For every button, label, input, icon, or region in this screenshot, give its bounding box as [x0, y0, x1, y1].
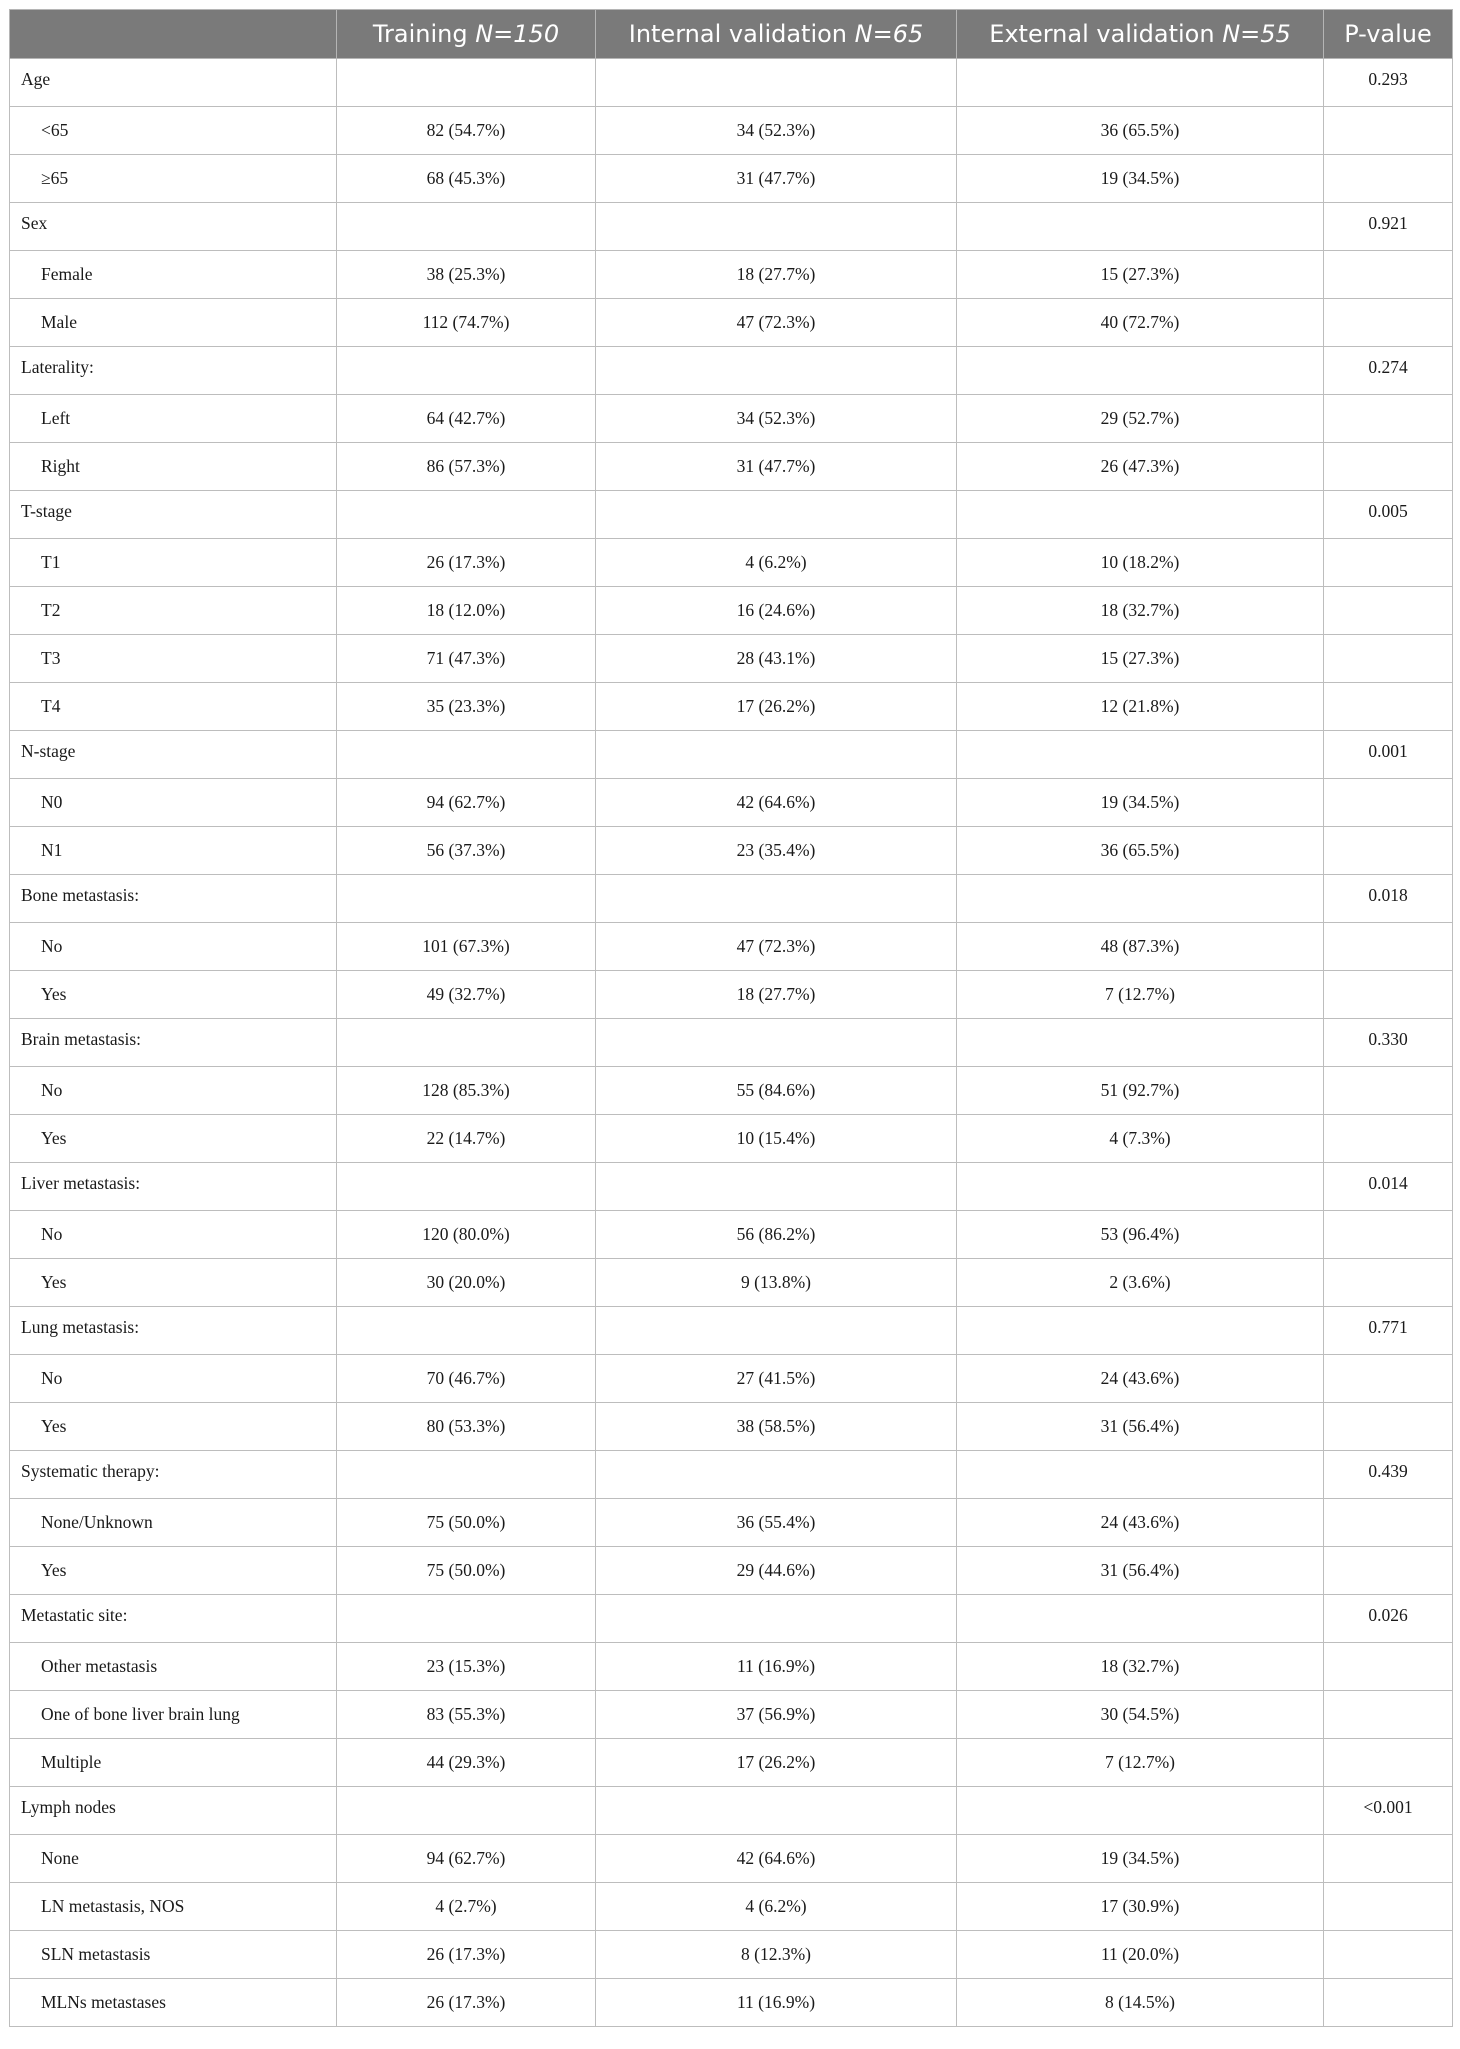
- cell-training: 75 (50.0%): [337, 1499, 596, 1547]
- header-training-label: Training: [372, 20, 476, 48]
- group-internal-empty: [596, 731, 957, 779]
- cell-training: 70 (46.7%): [337, 1355, 596, 1403]
- cell-internal-validation: 56 (86.2%): [596, 1211, 957, 1259]
- cell-p-value-empty: [1324, 923, 1453, 971]
- group-external-empty: [957, 1595, 1324, 1643]
- cell-external-validation: 11 (20.0%): [957, 1931, 1324, 1979]
- cell-p-value-empty: [1324, 1067, 1453, 1115]
- cell-external-validation: 12 (21.8%): [957, 683, 1324, 731]
- cell-external-validation: 7 (12.7%): [957, 1739, 1324, 1787]
- cell-p-value-empty: [1324, 1883, 1453, 1931]
- cell-internal-validation: 27 (41.5%): [596, 1355, 957, 1403]
- cell-p-value-empty: [1324, 395, 1453, 443]
- cell-internal-validation: 9 (13.8%): [596, 1259, 957, 1307]
- group-external-empty: [957, 491, 1324, 539]
- cell-internal-validation: 42 (64.6%): [596, 1835, 957, 1883]
- group-label: Laterality:: [10, 347, 337, 395]
- table-row: [10, 1499, 1453, 1547]
- group-p-value: 0.005: [1324, 491, 1453, 539]
- group-training-empty: [337, 1163, 596, 1211]
- group-p-value: 0.014: [1324, 1163, 1453, 1211]
- cell-external-validation: 19 (34.5%): [957, 779, 1324, 827]
- table-row: [10, 635, 1453, 683]
- group-p-value: 0.026: [1324, 1595, 1453, 1643]
- cell-training: 23 (15.3%): [337, 1643, 596, 1691]
- table-row: [10, 1643, 1453, 1691]
- group-internal-empty: [596, 1787, 957, 1835]
- group-external-empty: [957, 203, 1324, 251]
- cell-training: 64 (42.7%): [337, 395, 596, 443]
- cell-internal-validation: 17 (26.2%): [596, 1739, 957, 1787]
- cell-p-value-empty: [1324, 1259, 1453, 1307]
- cell-p-value-empty: [1324, 539, 1453, 587]
- row-label: None/Unknown: [10, 1499, 337, 1547]
- group-external-empty: [957, 875, 1324, 923]
- cell-p-value-empty: [1324, 1643, 1453, 1691]
- header-training: [337, 10, 596, 59]
- cell-external-validation: 8 (14.5%): [957, 1979, 1324, 2027]
- table-row: [10, 1691, 1453, 1739]
- group-training-empty: [337, 1595, 596, 1643]
- row-label: Male: [10, 299, 337, 347]
- header-internal-n: N=65: [854, 20, 924, 48]
- cell-internal-validation: 18 (27.7%): [596, 251, 957, 299]
- cell-internal-validation: 10 (15.4%): [596, 1115, 957, 1163]
- table-row: [10, 1931, 1453, 1979]
- group-row: [10, 491, 1453, 539]
- row-label: Yes: [10, 1547, 337, 1595]
- cell-training: 83 (55.3%): [337, 1691, 596, 1739]
- group-training-empty: [337, 1019, 596, 1067]
- row-label: Yes: [10, 1403, 337, 1451]
- group-internal-empty: [596, 875, 957, 923]
- row-label: Yes: [10, 1259, 337, 1307]
- cell-training: 44 (29.3%): [337, 1739, 596, 1787]
- cell-internal-validation: 23 (35.4%): [596, 827, 957, 875]
- group-row: [10, 1595, 1453, 1643]
- cell-external-validation: 2 (3.6%): [957, 1259, 1324, 1307]
- group-p-value: 0.771: [1324, 1307, 1453, 1355]
- cell-internal-validation: 16 (24.6%): [596, 587, 957, 635]
- group-row: [10, 347, 1453, 395]
- cell-internal-validation: 47 (72.3%): [596, 299, 957, 347]
- header-training-n: N=150: [475, 20, 560, 48]
- group-label: T-stage: [10, 491, 337, 539]
- cell-external-validation: 31 (56.4%): [957, 1547, 1324, 1595]
- cell-internal-validation: 11 (16.9%): [596, 1979, 957, 2027]
- cell-internal-validation: 34 (52.3%): [596, 395, 957, 443]
- cell-training: 82 (54.7%): [337, 107, 596, 155]
- group-training-empty: [337, 1307, 596, 1355]
- cell-external-validation: 19 (34.5%): [957, 1835, 1324, 1883]
- table-row: [10, 1067, 1453, 1115]
- group-internal-empty: [596, 347, 957, 395]
- cell-internal-validation: 38 (58.5%): [596, 1403, 957, 1451]
- group-row: [10, 59, 1453, 107]
- table-row: [10, 1547, 1453, 1595]
- cell-p-value-empty: [1324, 1211, 1453, 1259]
- table-row: [10, 923, 1453, 971]
- row-label: ≥65: [10, 155, 337, 203]
- group-internal-empty: [596, 203, 957, 251]
- header-internal-validation: [596, 10, 957, 59]
- row-label: LN metastasis, NOS: [10, 1883, 337, 1931]
- group-external-empty: [957, 1451, 1324, 1499]
- group-training-empty: [337, 491, 596, 539]
- cell-external-validation: 48 (87.3%): [957, 923, 1324, 971]
- table-row: [10, 1835, 1453, 1883]
- group-external-empty: [957, 347, 1324, 395]
- cell-training: 35 (23.3%): [337, 683, 596, 731]
- row-label: None: [10, 1835, 337, 1883]
- header-external-label: External validation: [989, 20, 1223, 48]
- row-label: One of bone liver brain lung: [10, 1691, 337, 1739]
- baseline-characteristics-table: [9, 9, 1453, 2027]
- table-row: [10, 1739, 1453, 1787]
- cell-training: 49 (32.7%): [337, 971, 596, 1019]
- row-label: No: [10, 1067, 337, 1115]
- cell-training: 75 (50.0%): [337, 1547, 596, 1595]
- row-label: No: [10, 1355, 337, 1403]
- group-label: Brain metastasis:: [10, 1019, 337, 1067]
- cell-external-validation: 36 (65.5%): [957, 107, 1324, 155]
- cell-training: 26 (17.3%): [337, 1979, 596, 2027]
- group-training-empty: [337, 1451, 596, 1499]
- cell-internal-validation: 37 (56.9%): [596, 1691, 957, 1739]
- cell-training: 112 (74.7%): [337, 299, 596, 347]
- cell-training: 4 (2.7%): [337, 1883, 596, 1931]
- header-external-n: N=55: [1222, 20, 1291, 48]
- group-p-value: 0.439: [1324, 1451, 1453, 1499]
- cell-internal-validation: 4 (6.2%): [596, 539, 957, 587]
- group-label: Liver metastasis:: [10, 1163, 337, 1211]
- cell-internal-validation: 36 (55.4%): [596, 1499, 957, 1547]
- table-row: [10, 779, 1453, 827]
- group-internal-empty: [596, 1019, 957, 1067]
- cell-internal-validation: 34 (52.3%): [596, 107, 957, 155]
- cell-p-value-empty: [1324, 1499, 1453, 1547]
- cell-internal-validation: 55 (84.6%): [596, 1067, 957, 1115]
- group-p-value: 0.330: [1324, 1019, 1453, 1067]
- cell-training: 38 (25.3%): [337, 251, 596, 299]
- cell-external-validation: 4 (7.3%): [957, 1115, 1324, 1163]
- group-row: [10, 875, 1453, 923]
- table-header: [10, 10, 1453, 59]
- cell-p-value-empty: [1324, 683, 1453, 731]
- cell-p-value-empty: [1324, 1835, 1453, 1883]
- table-row: [10, 1403, 1453, 1451]
- cell-external-validation: 40 (72.7%): [957, 299, 1324, 347]
- cell-training: 101 (67.3%): [337, 923, 596, 971]
- row-label: N1: [10, 827, 337, 875]
- cell-internal-validation: 8 (12.3%): [596, 1931, 957, 1979]
- group-external-empty: [957, 1163, 1324, 1211]
- cell-p-value-empty: [1324, 1691, 1453, 1739]
- group-p-value: 0.293: [1324, 59, 1453, 107]
- table-row: [10, 539, 1453, 587]
- row-label: No: [10, 1211, 337, 1259]
- cell-external-validation: 29 (52.7%): [957, 395, 1324, 443]
- group-external-empty: [957, 1019, 1324, 1067]
- group-p-value: 0.274: [1324, 347, 1453, 395]
- group-training-empty: [337, 347, 596, 395]
- row-label: N0: [10, 779, 337, 827]
- group-training-empty: [337, 203, 596, 251]
- cell-training: 86 (57.3%): [337, 443, 596, 491]
- group-row: [10, 1307, 1453, 1355]
- row-label: SLN metastasis: [10, 1931, 337, 1979]
- table-row: [10, 827, 1453, 875]
- cell-training: 18 (12.0%): [337, 587, 596, 635]
- cell-external-validation: 17 (30.9%): [957, 1883, 1324, 1931]
- cell-external-validation: 53 (96.4%): [957, 1211, 1324, 1259]
- group-training-empty: [337, 1787, 596, 1835]
- group-label: N-stage: [10, 731, 337, 779]
- cell-external-validation: 19 (34.5%): [957, 155, 1324, 203]
- cell-p-value-empty: [1324, 1115, 1453, 1163]
- cell-p-value-empty: [1324, 1739, 1453, 1787]
- cell-external-validation: 24 (43.6%): [957, 1499, 1324, 1547]
- cell-external-validation: 18 (32.7%): [957, 587, 1324, 635]
- cell-p-value-empty: [1324, 1547, 1453, 1595]
- cell-p-value-empty: [1324, 251, 1453, 299]
- cell-p-value-empty: [1324, 971, 1453, 1019]
- cell-internal-validation: 31 (47.7%): [596, 443, 957, 491]
- row-label: MLNs metastases: [10, 1979, 337, 2027]
- cell-p-value-empty: [1324, 443, 1453, 491]
- cell-training: 80 (53.3%): [337, 1403, 596, 1451]
- group-internal-empty: [596, 1595, 957, 1643]
- row-label: T1: [10, 539, 337, 587]
- row-label: Yes: [10, 971, 337, 1019]
- row-label: T2: [10, 587, 337, 635]
- group-external-empty: [957, 1787, 1324, 1835]
- group-internal-empty: [596, 59, 957, 107]
- cell-external-validation: 15 (27.3%): [957, 251, 1324, 299]
- header-internal-label: Internal validation: [628, 20, 855, 48]
- cell-internal-validation: 29 (44.6%): [596, 1547, 957, 1595]
- group-row: [10, 1787, 1453, 1835]
- cell-p-value-empty: [1324, 1931, 1453, 1979]
- cell-training: 22 (14.7%): [337, 1115, 596, 1163]
- row-label: T4: [10, 683, 337, 731]
- group-training-empty: [337, 731, 596, 779]
- cell-p-value-empty: [1324, 635, 1453, 683]
- group-row: [10, 203, 1453, 251]
- group-training-empty: [337, 59, 596, 107]
- cell-p-value-empty: [1324, 299, 1453, 347]
- table-row: [10, 443, 1453, 491]
- table-row: [10, 1211, 1453, 1259]
- cell-p-value-empty: [1324, 1355, 1453, 1403]
- table-row: [10, 1883, 1453, 1931]
- table-row: [10, 1115, 1453, 1163]
- group-internal-empty: [596, 1307, 957, 1355]
- group-internal-empty: [596, 1451, 957, 1499]
- group-label: Lung metastasis:: [10, 1307, 337, 1355]
- group-row: [10, 731, 1453, 779]
- cell-training: 26 (17.3%): [337, 1931, 596, 1979]
- cell-p-value-empty: [1324, 1979, 1453, 2027]
- cell-training: 120 (80.0%): [337, 1211, 596, 1259]
- table-row: [10, 107, 1453, 155]
- cell-internal-validation: 31 (47.7%): [596, 155, 957, 203]
- cell-training: 56 (37.3%): [337, 827, 596, 875]
- cell-external-validation: 7 (12.7%): [957, 971, 1324, 1019]
- cell-p-value-empty: [1324, 1403, 1453, 1451]
- cell-internal-validation: 47 (72.3%): [596, 923, 957, 971]
- cell-training: 71 (47.3%): [337, 635, 596, 683]
- table-row: [10, 395, 1453, 443]
- group-p-value: <0.001: [1324, 1787, 1453, 1835]
- table-row: [10, 1355, 1453, 1403]
- group-internal-empty: [596, 491, 957, 539]
- cell-p-value-empty: [1324, 107, 1453, 155]
- table-row: [10, 1979, 1453, 2027]
- cell-external-validation: 10 (18.2%): [957, 539, 1324, 587]
- cell-external-validation: 18 (32.7%): [957, 1643, 1324, 1691]
- cell-internal-validation: 18 (27.7%): [596, 971, 957, 1019]
- row-label: Left: [10, 395, 337, 443]
- cell-external-validation: 30 (54.5%): [957, 1691, 1324, 1739]
- cell-training: 68 (45.3%): [337, 155, 596, 203]
- cell-training: 94 (62.7%): [337, 779, 596, 827]
- cell-external-validation: 51 (92.7%): [957, 1067, 1324, 1115]
- table-row: [10, 587, 1453, 635]
- row-label: Other metastasis: [10, 1643, 337, 1691]
- table-row: [10, 155, 1453, 203]
- group-external-empty: [957, 1307, 1324, 1355]
- group-label: Age: [10, 59, 337, 107]
- cell-training: 94 (62.7%): [337, 1835, 596, 1883]
- row-label: Multiple: [10, 1739, 337, 1787]
- cell-external-validation: 31 (56.4%): [957, 1403, 1324, 1451]
- cell-external-validation: 26 (47.3%): [957, 443, 1324, 491]
- cell-p-value-empty: [1324, 155, 1453, 203]
- cell-external-validation: 36 (65.5%): [957, 827, 1324, 875]
- table-row: [10, 299, 1453, 347]
- header-row: [10, 10, 1453, 59]
- header-external-validation: [957, 10, 1324, 59]
- cell-external-validation: 24 (43.6%): [957, 1355, 1324, 1403]
- cell-internal-validation: 11 (16.9%): [596, 1643, 957, 1691]
- row-label: Yes: [10, 1115, 337, 1163]
- group-training-empty: [337, 875, 596, 923]
- cell-internal-validation: 28 (43.1%): [596, 635, 957, 683]
- group-p-value: 0.921: [1324, 203, 1453, 251]
- group-label: Bone metastasis:: [10, 875, 337, 923]
- group-row: [10, 1451, 1453, 1499]
- row-label: Female: [10, 251, 337, 299]
- row-label: Right: [10, 443, 337, 491]
- group-p-value: 0.001: [1324, 731, 1453, 779]
- cell-internal-validation: 17 (26.2%): [596, 683, 957, 731]
- header-variable: [10, 10, 337, 59]
- cell-p-value-empty: [1324, 827, 1453, 875]
- group-external-empty: [957, 731, 1324, 779]
- cell-internal-validation: 4 (6.2%): [596, 1883, 957, 1931]
- row-label: T3: [10, 635, 337, 683]
- group-internal-empty: [596, 1163, 957, 1211]
- group-label: Systematic therapy:: [10, 1451, 337, 1499]
- group-external-empty: [957, 59, 1324, 107]
- cell-training: 30 (20.0%): [337, 1259, 596, 1307]
- header-p-value: P-value: [1324, 10, 1453, 59]
- table-body: [10, 59, 1453, 2027]
- table-row: [10, 683, 1453, 731]
- group-label: Sex: [10, 203, 337, 251]
- table-row: [10, 251, 1453, 299]
- cell-internal-validation: 42 (64.6%): [596, 779, 957, 827]
- cell-external-validation: 15 (27.3%): [957, 635, 1324, 683]
- group-label: Metastatic site:: [10, 1595, 337, 1643]
- cell-p-value-empty: [1324, 587, 1453, 635]
- group-row: [10, 1019, 1453, 1067]
- cell-training: 26 (17.3%): [337, 539, 596, 587]
- group-label: Lymph nodes: [10, 1787, 337, 1835]
- cell-p-value-empty: [1324, 779, 1453, 827]
- group-row: [10, 1163, 1453, 1211]
- table-row: [10, 971, 1453, 1019]
- row-label: No: [10, 923, 337, 971]
- cell-training: 128 (85.3%): [337, 1067, 596, 1115]
- row-label: <65: [10, 107, 337, 155]
- group-p-value: 0.018: [1324, 875, 1453, 923]
- table-row: [10, 1259, 1453, 1307]
